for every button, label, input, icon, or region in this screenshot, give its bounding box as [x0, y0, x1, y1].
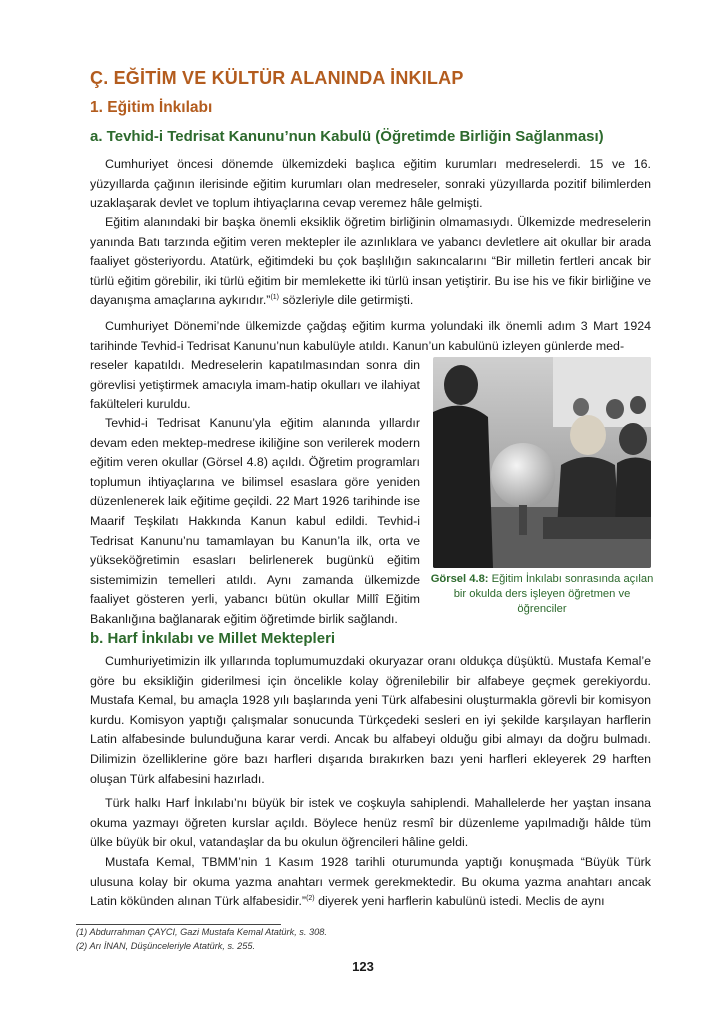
subheading-b: b. Harf İnkılabı ve Millet Mektepleri: [90, 630, 336, 647]
classroom-photo-illustration: [433, 357, 651, 568]
footnote-ref-1: (1): [270, 294, 279, 302]
paragraph-6: Türk halkı Harf İnkılabı’nı büyük bir istek ve coşkuyla sahiplendi. Mahallelerde her yaştan insana okuma yazmayı öğreten kurslar açıldı. Böylece henüz resmî bir düzenleme yapılmadığı hâlde tüm ülke büyük bir okul, vatandaşlar da bu okulun öğrencileri hâline geldi.: [90, 796, 651, 850]
footnote-2: (2) Arı İNAN, Düşünceleriyle Atatürk, s. 255.: [76, 941, 256, 951]
paragraph-3-top: Cumhuriyet Dönemi’nde ülkemizde çağdaş eğitim kurma yolundaki ilk önemli adım 3 Mart 1924 tarihinde Tevhid-i Tedrisat Kanunu’nun kabulüyle atıldı. Kanun’un kabulünü izleyen günlerde med-: [90, 319, 651, 353]
paragraph-2: Eğitim alanındaki bir başka önemli eksiklik öğretim birliğinin olmamasıydı. Ülkemizde medreselerin yanında Batı tarzında eğitim veren mektepler ile azınlıklara ve yabancı devletlere ait okullar bir arada faaliyet gösteriyordu. Atatürk, eğitimdeki bu çok başlılığın sakıncalarını “Bir milletin fertleri ancak bir türlü eğitim görebilir, iki türlü eğitim bir memlekette iki türlü insan yetiştirir. Bu ise his ve fikir birliğine ve dayanışma amaçlarına aykırıdır.”$^{(1)}$ sözleriyle dile getirmişti.: [90, 215, 651, 308]
footnote-ref-2: (2): [306, 895, 315, 903]
section-heading: Ç. EĞİTİM VE KÜLTÜR ALANINDA İNKILAP: [90, 68, 464, 88]
subheading-a: a. Tevhid-i Tedrisat Kanunu’nun Kabulü (Öğretimde Birliğin Sağlanması): [90, 128, 604, 145]
figure-caption-label: Görsel 4.8:: [430, 573, 489, 585]
footnote-divider: [76, 924, 281, 925]
paragraph-1: Cumhuriyet öncesi dönemde ülkemizdeki başlıca eğitim kurumları medreselerdi. 15 ve 16. yüzyıllarda çağının ilerisinde eğitim kurumları olan medreseler, sonraki yüzyıllarda pozitif bilimlerden uzaklaşarak devlet ve toplum ihtiyaçlarına cevap veremez hâle gelmişti.: [90, 157, 651, 211]
subsection-heading: 1. Eğitim İnkılabı: [90, 99, 213, 116]
paragraph-7: Mustafa Kemal, TBMM’nin 1 Kasım 1928 tarihli oturumunda yaptığı konuşmada “Büyük Türk ulusuna kolay bir okuma yazma anahtarı vermek gerekmektedir. Bu okuma yazma anahtarı ancak Latin kökünden alınan Türk alfabesidir.”$^{(2)}$ diyerek yeni harflerin kabulünü istedi. Meclis de aynı: [90, 855, 651, 909]
figure-caption-text: Eğitim İnkılabı sonrasında açılan bir okulda ders işleyen öğretmen ve öğrenciler: [453, 573, 654, 615]
paragraph-4: Tevhid-i Tedrisat Kanunu’yla eğitim alanında yıllardır devam eden mektep-medrese ikiliğine son verilerek modern eğitim veren okullar (Görsel 4.8) açıldı. Öğretim programları toplumun ihtiyaçlarına ve bilimsel esaslara göre yeniden düzenlenerek laik eğitime geçildi. 22 Mart 1926 tarihinde ise Maarif Teşkilatı Hakkında Kanun kabul edildi. Tevhid-i Tedrisat Kanunu’nu tamamlayan bu Kanun’la ilk, orta ve yükseköğretimin esasları belirlenerek bugünkü eğitim sistemimizin temelleri atıldı. Aynı zamanda ülkemizde faaliyet gösteren yerli, yabancı bütün okullar Millî Eğitim Bakanlığına bağlanarak eğitim öğretimde birlik sağlandı.: [90, 416, 420, 626]
classroom-photo: [433, 357, 651, 568]
page-number: 123: [352, 959, 374, 974]
paragraph-5: Cumhuriyetimizin ilk yıllarında toplumumuzdaki okuryazar oranı oldukça düşüktü. Mustafa Kemal’e göre bu eksikliğin giderilmesi için öncelikle kolay öğrenilebilir bir alfabeye geçmek gerekiyordu. Mustafa Kemal, bu amaçla 1928 yılı başlarında yeni Türk alfabesini oluşturmakla görevli bir komisyon kurdu. Komisyon yaptığı çalışmalar sonucunda Türkçedeki sesleri en iyi şekilde karşılayan harflerin Latin alfabesinde bulunduğuna karar verdi. Ancak bu alfabeyi olduğu gibi almayı da doğru bulmadı. Dilimizin özelliklerine göre bazı harfleri dışarıda bırakırken bazı yeni harfleri ekleyerek 29 harften oluşan Türk alfabesini hazırladı.: [90, 654, 651, 786]
paragraph-3-rest: reseler kapatıldı. Medreselerin kapatılmasından sonra din görevlisi yetiştirmek amacıyla imam-hatip okulları ve ilahiyat fakülteleri kuruldu.: [90, 358, 420, 412]
footnote-1: (1) Abdurrahman ÇAYCI, Gazi Mustafa Kemal Atatürk, s. 308.: [76, 927, 327, 937]
figure-caption: [428, 572, 656, 617]
